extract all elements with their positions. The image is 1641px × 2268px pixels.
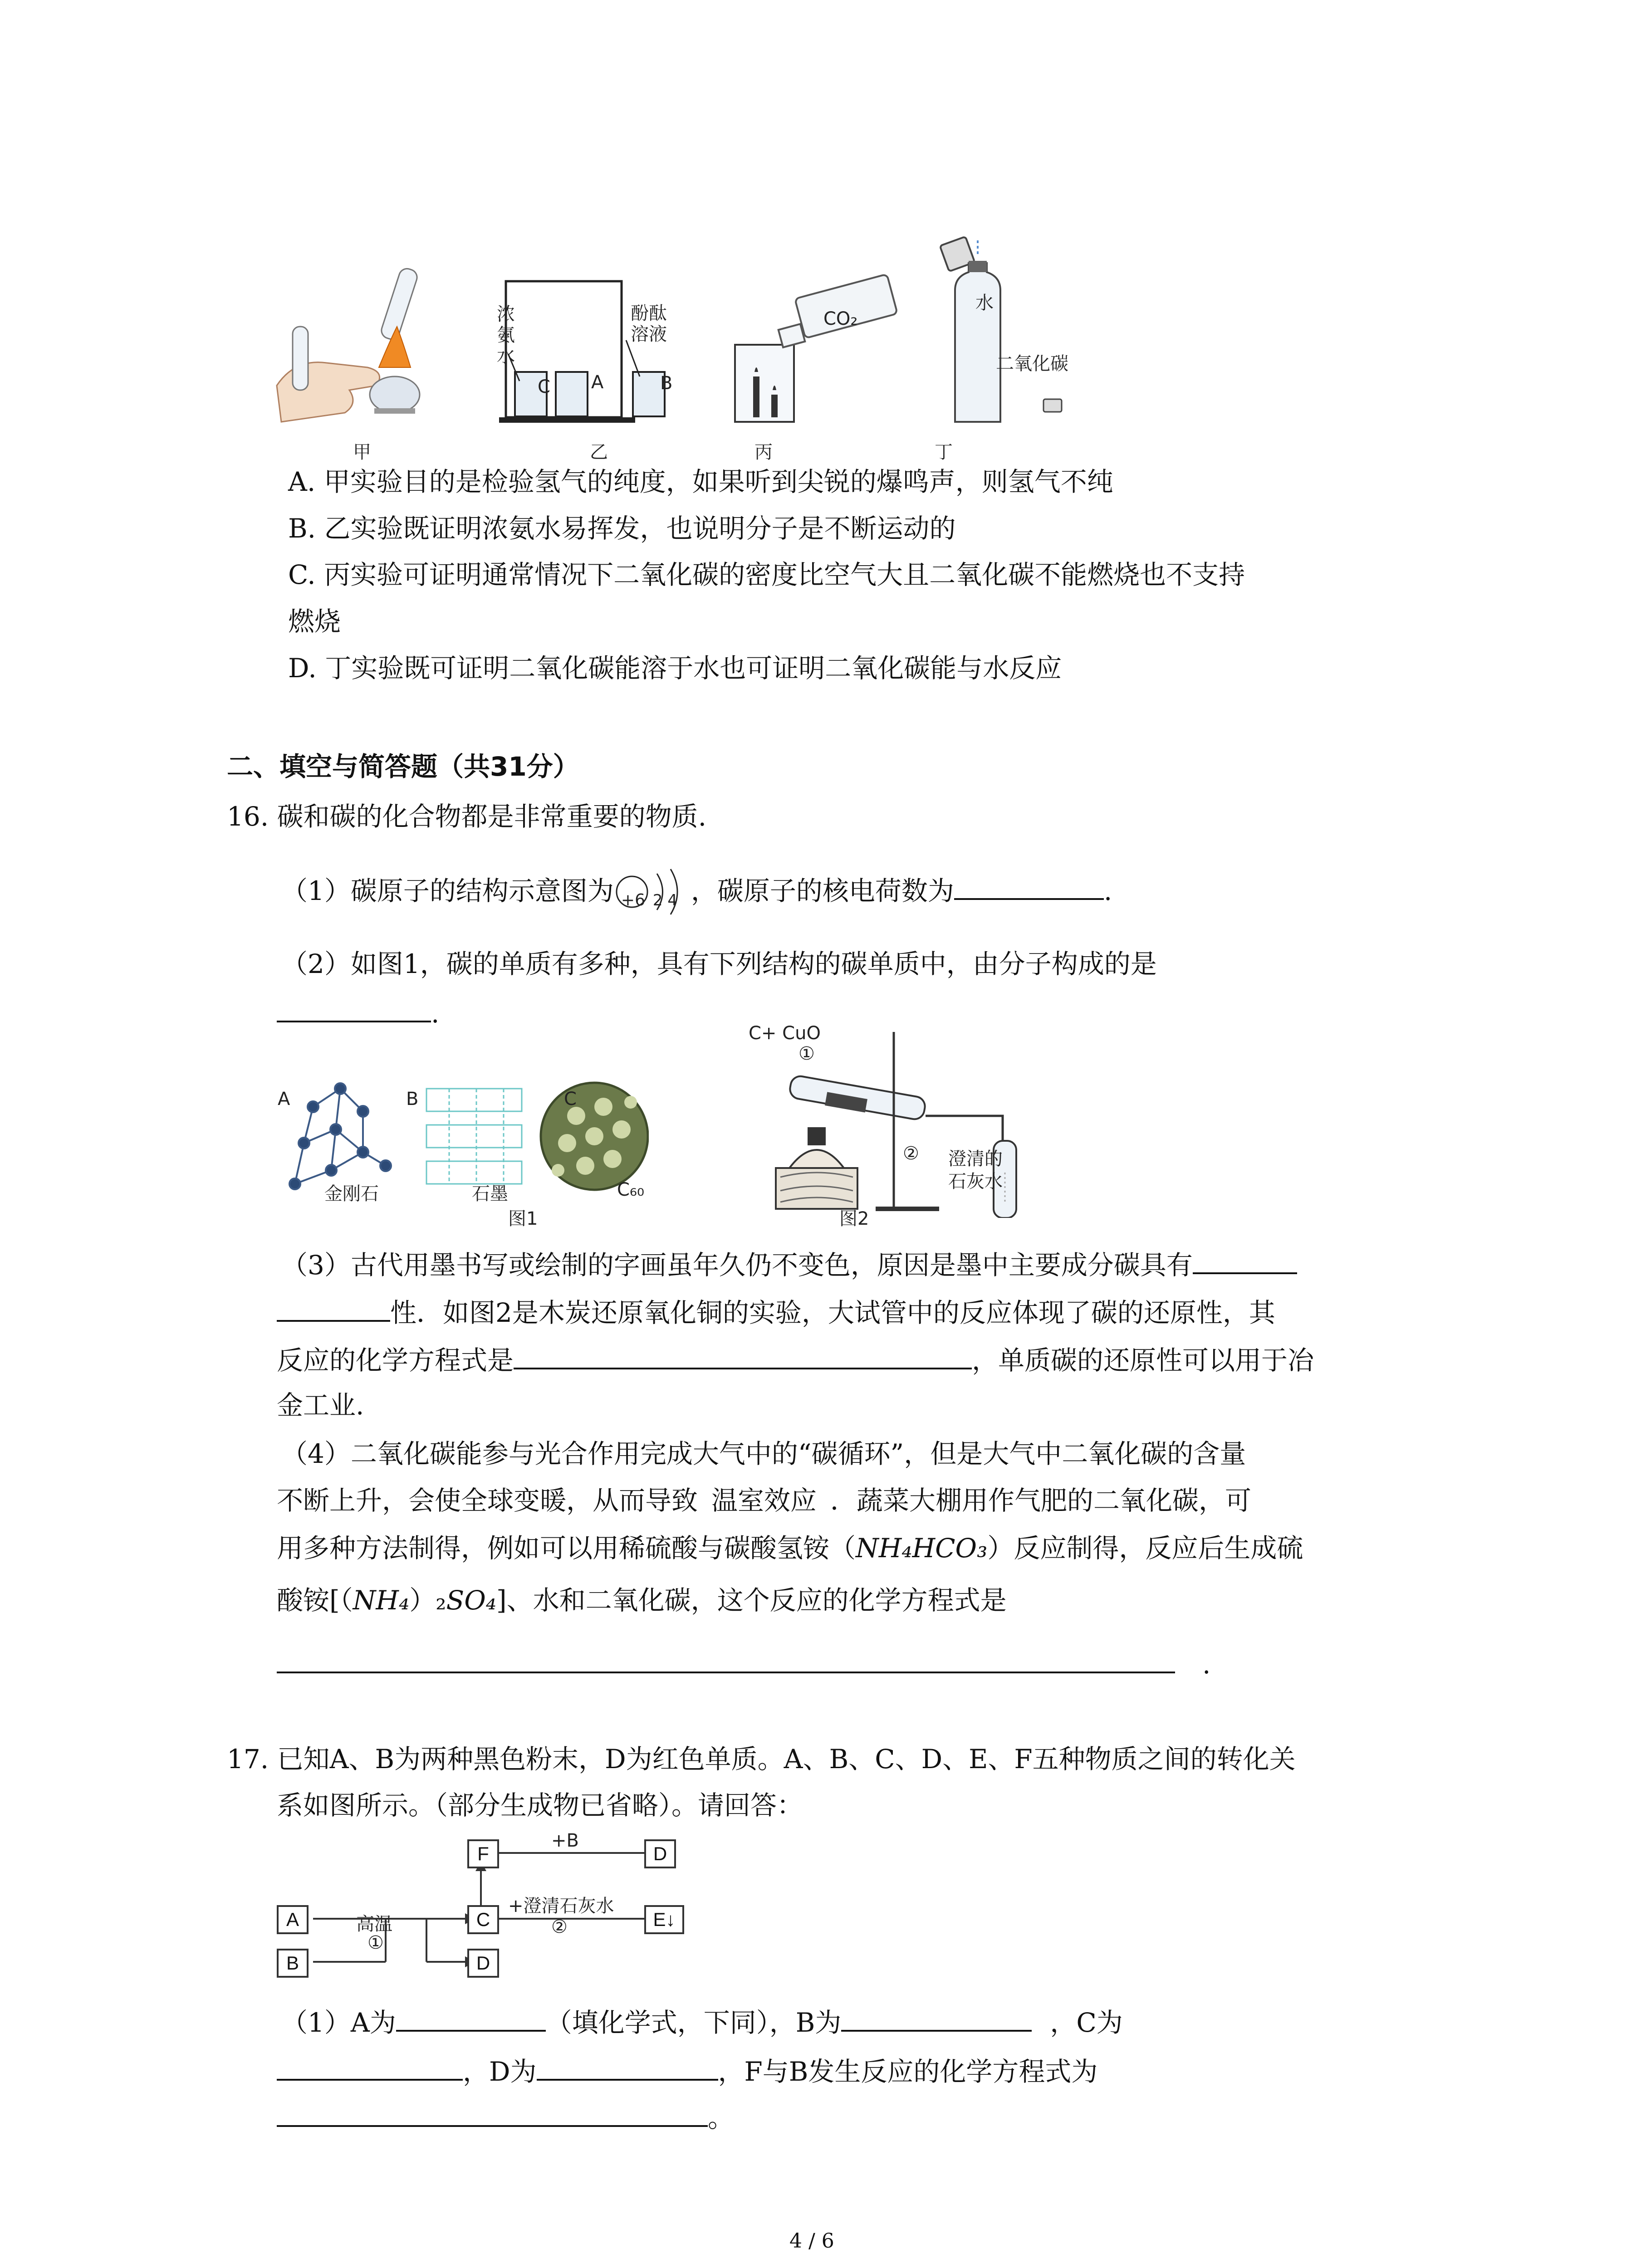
q17-part1-end: 。 — [708, 2102, 735, 2133]
q16-part3-text3b: ，单质碳的还原性可以用于冶 — [972, 1345, 1314, 1376]
q17-part1-text-d: ，D为 — [463, 2056, 537, 2087]
label-water: 水 — [975, 293, 994, 313]
node-f: F — [467, 1839, 499, 1868]
ammonia-diffusion-illustration — [499, 281, 665, 423]
node-e: E↓ — [644, 1905, 684, 1934]
fig2-caption: 图2 — [839, 1208, 869, 1229]
caption-bing: 丙 — [754, 442, 773, 463]
caption-yi: 乙 — [590, 442, 608, 463]
fig2-limewater-label: 澄清的石灰水 — [948, 1149, 1003, 1192]
answer-blank-a[interactable] — [396, 2003, 546, 2032]
answer-blank-fb-equation[interactable] — [277, 2098, 708, 2127]
co2-bottle-illustration — [940, 237, 1062, 422]
label-beaker-b: B — [660, 373, 673, 394]
q17-part1-line1 — [281, 2003, 1123, 2041]
caption-jia: 甲 — [353, 442, 371, 463]
fig1-name-graphite: 石墨 — [472, 1183, 508, 1204]
answer-blank-stability[interactable] — [1193, 1245, 1297, 1274]
fig1-label-b: B — [406, 1089, 419, 1110]
q17-part1-line3 — [277, 2098, 734, 2136]
condition-mark1: ① — [367, 1932, 384, 1953]
q16-stem: 16. 碳和碳的化合物都是非常重要的物质. — [227, 801, 707, 832]
page-number: 4 / 6 — [789, 2229, 834, 2253]
label-bottle: 二氧化碳 — [996, 353, 1068, 374]
answer-blank-d[interactable] — [537, 2052, 718, 2081]
option-c-line2: 燃烧 — [288, 606, 341, 637]
q17-part1-text-c: ，C为 — [1050, 2007, 1123, 2038]
node-b: B — [277, 1949, 309, 1978]
q16-part4-text4a: 酸铵[（ — [277, 1585, 353, 1616]
charcoal-reduction-apparatus — [740, 1023, 1057, 1218]
condition-high-temp: 高温 — [356, 1914, 392, 1935]
label-phenol: 酚酞溶液 — [631, 303, 667, 345]
fig1-label-a: A — [278, 1089, 290, 1110]
q16-part2-end: . — [431, 998, 440, 1029]
condition-limewater: +澄清石灰水 — [508, 1896, 614, 1916]
node-d-bottom: D — [467, 1949, 499, 1978]
q16-part4-text3b: ）反应制得，反应后生成硫 — [987, 1533, 1303, 1564]
atom-nucleus: +6 — [621, 890, 645, 909]
label-co2: CO₂ — [823, 308, 858, 329]
caption-ding: 丁 — [935, 442, 953, 463]
condition-plus-b: +B — [551, 1830, 579, 1851]
label-nh3: 浓氨水 — [497, 304, 515, 367]
label-beaker-a: A — [591, 372, 604, 393]
answer-blank-molecular-carbon[interactable] — [277, 993, 431, 1022]
diamond-structure-icon — [289, 1083, 391, 1189]
q16-part1 — [281, 871, 1112, 911]
q16-part4-answer: 温室效应 — [711, 1485, 817, 1516]
fig2-mark1: ① — [798, 1043, 815, 1064]
formula-nh4: NH₄ — [353, 1585, 410, 1616]
q16-part1-text: （1）碳原子的结构示意图为 — [281, 875, 614, 906]
q16-part4-answer-line — [277, 1644, 1210, 1682]
answer-blank-stability-cont[interactable] — [277, 1293, 390, 1322]
atom-shells: 2 4 — [652, 891, 677, 909]
q16-part4-line1: （4）二氧化碳能参与光合作用完成大气中的“碳循环”，但是大气中二氧化碳的含量 — [281, 1438, 1246, 1469]
q16-part3-text3a: 反应的化学方程式是 — [277, 1345, 514, 1376]
answer-blank-b[interactable] — [841, 2003, 1032, 2032]
q16-part2-answer-line — [277, 993, 439, 1031]
node-a: A — [277, 1905, 309, 1934]
fig2-mark2: ② — [903, 1143, 919, 1164]
q16-part4-text2a: 不断上升，会使全球变暖，从而导致 — [277, 1485, 698, 1516]
q16-part2: （2）如图1，碳的单质有多种，具有下列结构的碳单质中，由分子构成的是 — [281, 948, 1157, 979]
formula-nh4hco3: NH₄HCO₃ — [856, 1533, 988, 1564]
node-d-top: D — [644, 1839, 676, 1868]
q16-part4-text4b: ]、水和二氧化碳，这个反应的化学方程式是 — [496, 1585, 1007, 1616]
option-c-line1: C. 丙实验可证明通常情况下二氧化碳的密度比空气大且二氧化碳不能燃烧也不支持 — [288, 559, 1245, 590]
co2-candle-illustration — [735, 274, 897, 422]
q17-part1-text-b: （填化学式，下同），B为 — [545, 2007, 842, 2038]
q16-part3-line4: 金工业. — [277, 1390, 364, 1421]
formula-so4: SO₄ — [446, 1585, 497, 1616]
node-c: C — [467, 1905, 499, 1934]
graphite-structure-icon — [426, 1089, 522, 1184]
answer-blank-equation-cuo[interactable] — [514, 1340, 972, 1369]
fig1-name-diamond: 金刚石 — [324, 1183, 379, 1204]
c60-structure-icon — [541, 1083, 648, 1190]
q16-part4-line3 — [277, 1530, 1303, 1566]
answer-blank-c[interactable] — [277, 2052, 463, 2081]
q17-part1-text-a: （1）A为 — [281, 2007, 396, 2038]
q17-line2: 系如图所示。（部分生成物已省略）。请回答： — [277, 1790, 803, 1821]
q16-part3-text2: 性．如图2是木炭还原氧化铜的实验，大试管中的反应体现了碳的还原性，其 — [390, 1297, 1275, 1328]
q16-part1-text2: ，碳原子的核电荷数为 — [691, 875, 954, 906]
q16-part1-end: . — [1103, 875, 1112, 906]
answer-blank-nuclear-charge[interactable] — [954, 871, 1104, 900]
fig1-name-c60: C₆₀ — [617, 1179, 644, 1200]
q16-part4-line4 — [277, 1582, 1007, 1618]
label-beaker-c: C — [538, 376, 550, 397]
q16-part4-text3a: 用多种方法制得，例如可以用稀硫酸与碳酸氢铵（ — [277, 1533, 856, 1564]
q16-part4-end: . — [1202, 1649, 1211, 1680]
hydrogen-test-illustration — [277, 267, 420, 422]
experiment-figure — [272, 218, 1089, 472]
fig1-label-c: C — [564, 1089, 577, 1110]
option-b: B. 乙实验既证明浓氨水易挥发，也说明分子是不断运动的 — [288, 513, 956, 544]
q17-line1: 17. 已知A、B为两种黑色粉末，D为红色单质。A、B、C、D、E、F五种物质之间的转化关 — [227, 1744, 1296, 1774]
answer-blank-equation-ammonium[interactable] — [277, 1644, 1175, 1673]
q17-part1-line2 — [277, 2052, 1097, 2090]
q16-part4-line2 — [277, 1482, 1251, 1519]
q16-part4-text2b: ．蔬菜大棚用作气肥的二氧化碳，可 — [830, 1485, 1252, 1516]
option-d: D. 丁实验既可证明二氧化碳能溶于水也可证明二氧化碳能与水反应 — [288, 653, 1062, 684]
q16-part3-line1 — [281, 1245, 1297, 1283]
carbon-atom-diagram — [614, 875, 691, 911]
fig2-reactant-label: C+ CuO — [749, 1023, 821, 1044]
option-a: A. 甲实验目的是检验氢气的纯度，如果听到尖锐的爆鸣声，则氢气不纯 — [288, 466, 1113, 497]
q16-part3-line3 — [277, 1340, 1314, 1378]
fig1-caption: 图1 — [508, 1208, 538, 1229]
q16-part3-line2 — [277, 1293, 1275, 1331]
q16-part3-text1: （3）古代用墨书写或绘制的字画虽年久仍不变色，原因是墨中主要成分碳具有 — [281, 1250, 1193, 1281]
condition-mark2: ② — [551, 1916, 568, 1937]
section-heading: 二、填空与简答题（共31分） — [227, 751, 579, 782]
q16-part4-text4mid: ）₂ — [409, 1585, 446, 1616]
q17-part1-text-e: ，F与B发生反应的化学方程式为 — [718, 2056, 1098, 2087]
